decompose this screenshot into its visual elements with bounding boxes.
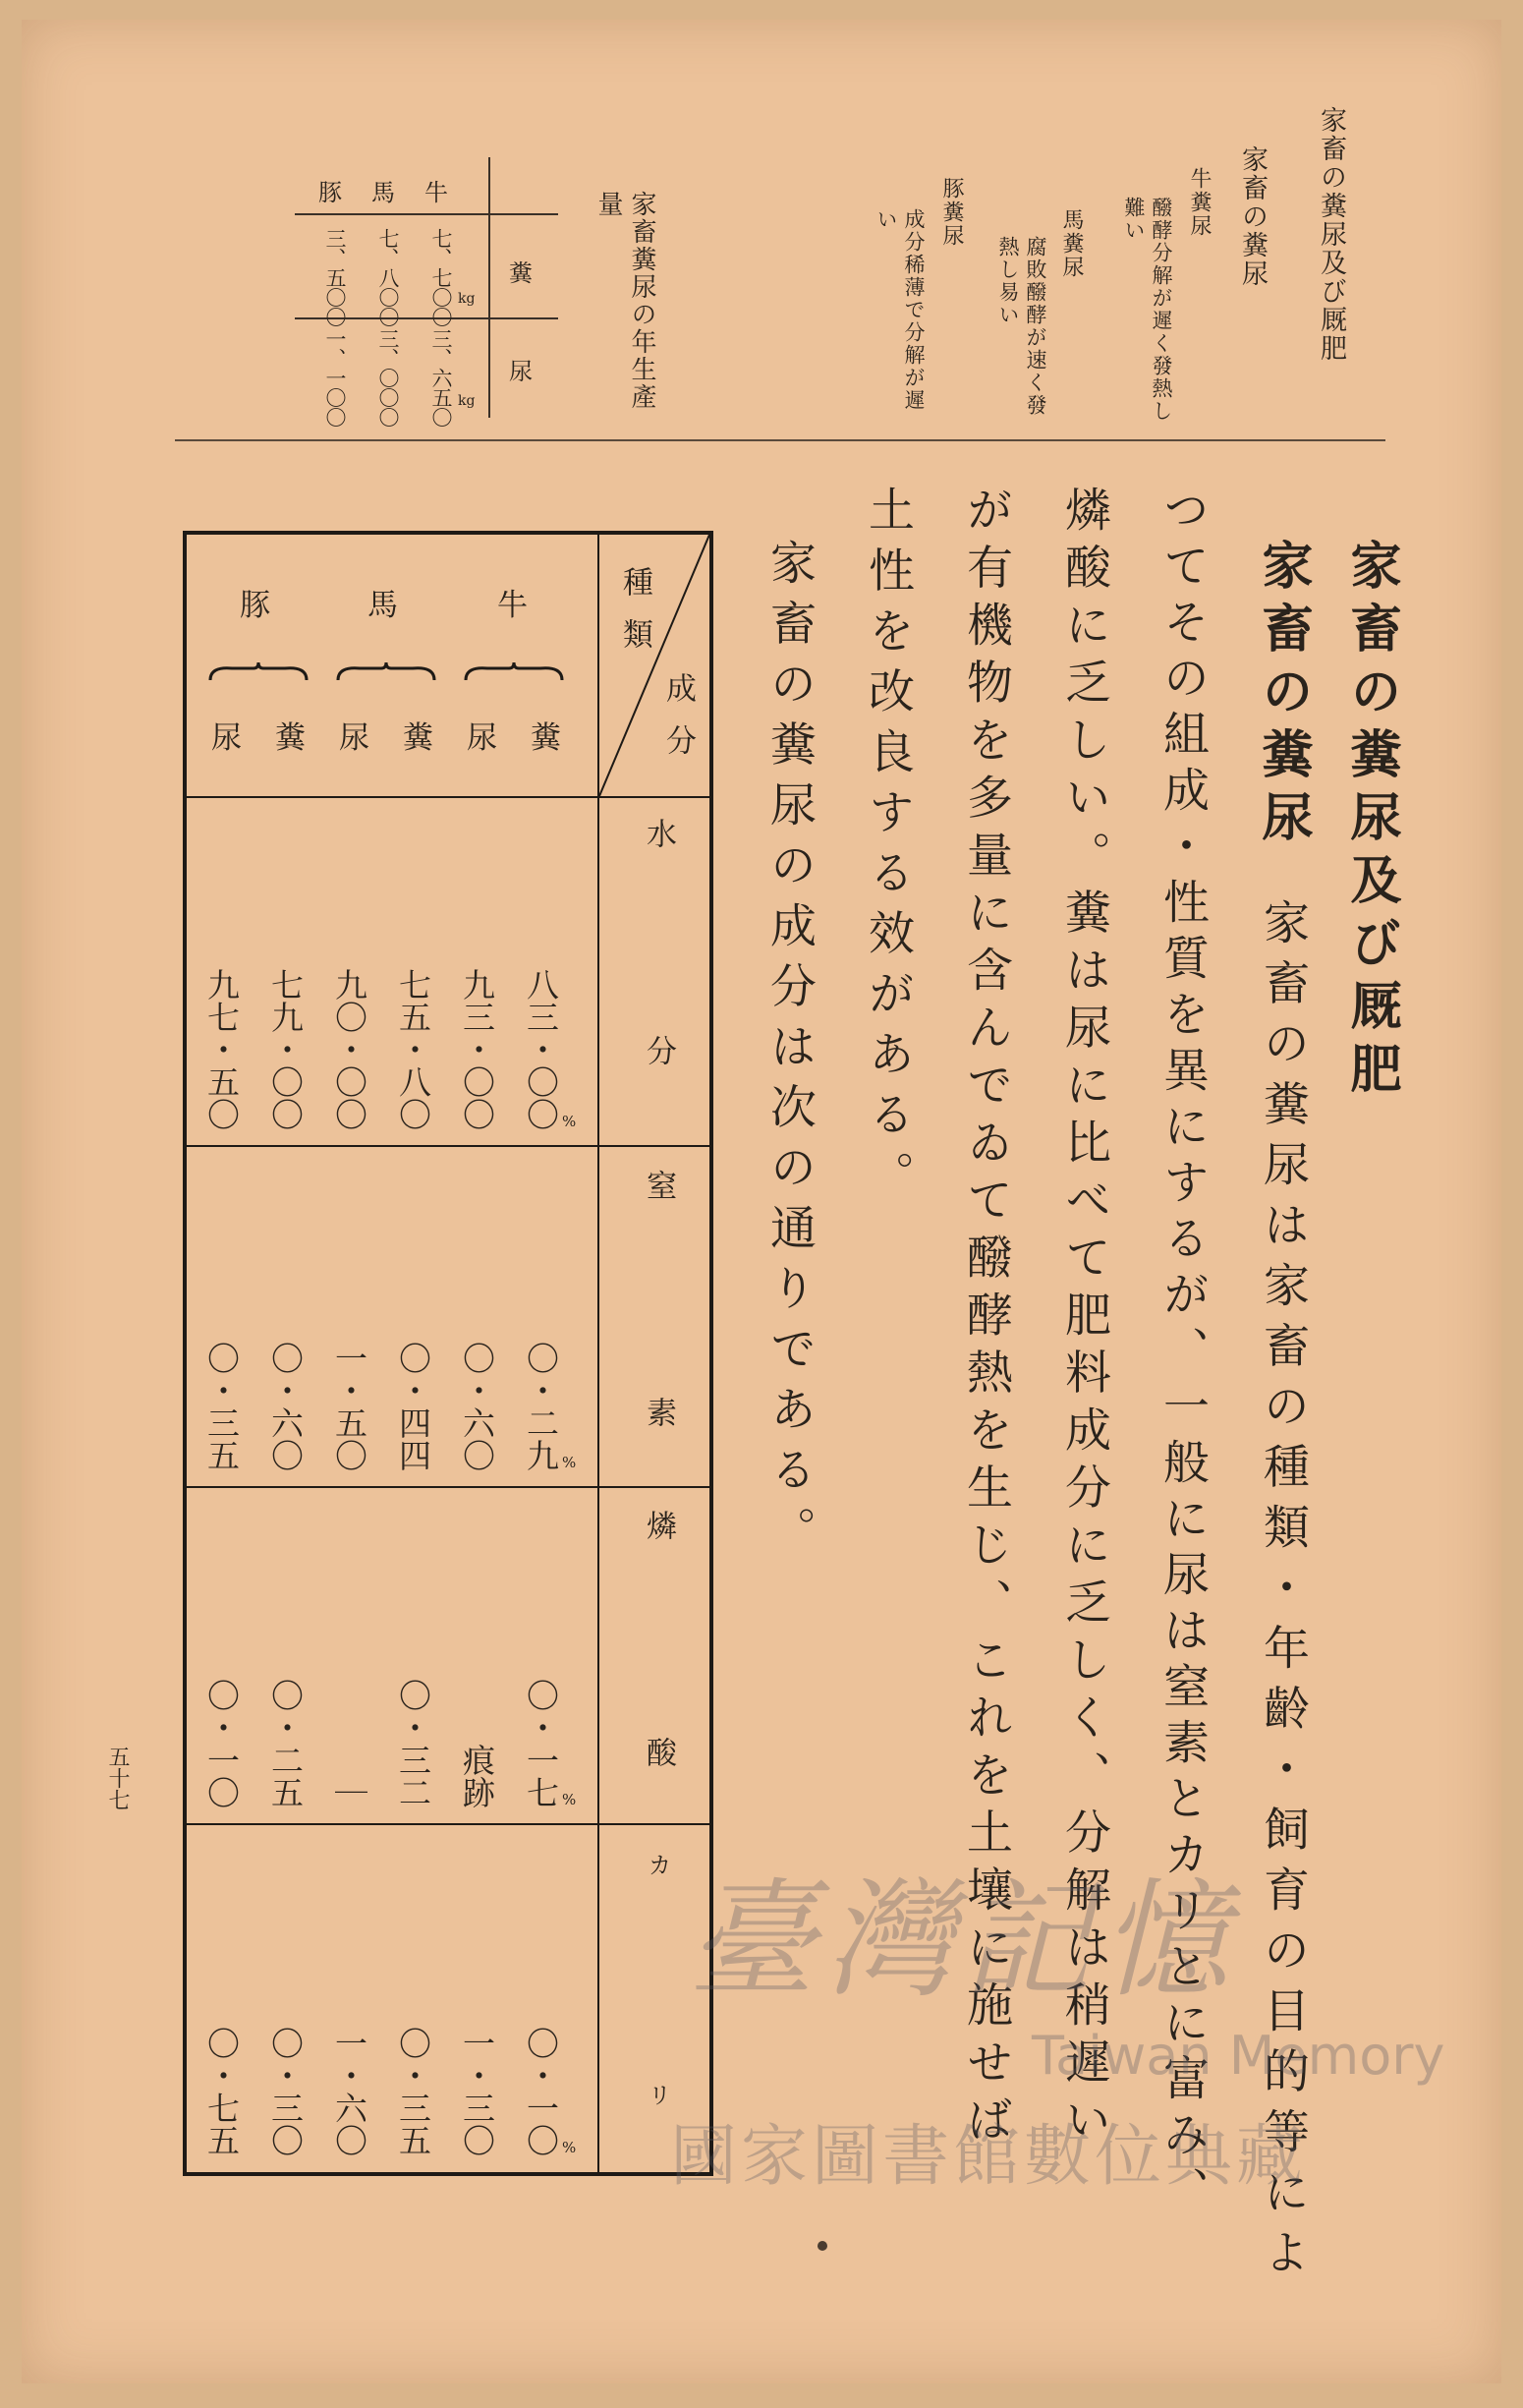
table-cell: 〇・一〇 <box>202 1679 241 1808</box>
margin-item-label: 牛糞尿 <box>1187 167 1212 238</box>
table-cell: 〇・四四 <box>394 1342 432 1471</box>
page-number: 五十七 <box>105 1746 130 1810</box>
sub-dung: 糞 <box>275 720 306 756</box>
table-cell: 九〇・〇〇 <box>330 968 368 1130</box>
header-kind: 種類 <box>617 566 652 670</box>
table-cell: 一・六〇 <box>330 2027 368 2156</box>
margin-item-desc: 醱酵分解が遲く發熱し難い <box>1122 197 1173 423</box>
col-water-label: 水分 <box>641 818 676 1252</box>
table-cell: 〇・七五 <box>202 2027 241 2156</box>
table-cell: 〇・一七 <box>522 1679 560 1808</box>
sub-dung: 糞 <box>531 720 561 756</box>
prod-col-urine: 尿 <box>509 358 538 385</box>
watermark-english: Taiwan Memory <box>1032 2025 1445 2087</box>
body-text: 土性を改良する效がある。 <box>861 486 915 1211</box>
margin-item-label: 馬糞尿 <box>1059 208 1084 279</box>
table-cell: 九七・五〇 <box>202 968 241 1130</box>
prod-col-dung: 糞 <box>509 259 538 287</box>
body-text: が有機物を多量に含んでゐて醱酵熱を生じ、これを土壤に施せば <box>959 486 1013 2153</box>
table-cell: 九三・〇〇 <box>458 968 496 1130</box>
percent-unit: % <box>562 2139 577 2156</box>
sub-urine: 尿 <box>211 720 242 756</box>
margin-item-desc: 腐敗醱酵が速く發熱し易い <box>996 236 1047 417</box>
margin-note-sub: 家畜の糞尿 <box>1237 145 1268 288</box>
table-cell: 七九・〇〇 <box>266 968 305 1130</box>
production-label: 家畜糞尿の年生產量 <box>593 191 656 411</box>
brace-horse <box>334 660 438 686</box>
col-nitrogen-label: 窒素 <box>641 1170 676 1624</box>
body-text: 燐酸に乏しい。糞は尿に比べて肥料成分に乏しく、分解は稍遲い <box>1057 486 1111 2153</box>
prod-animal-horse: 馬 <box>371 179 401 206</box>
prod-unit: kg <box>458 393 476 409</box>
ink-dot <box>818 2241 827 2251</box>
table-cell: ｜ <box>330 1776 368 1808</box>
table-cell: 〇・一〇 <box>522 2027 560 2156</box>
table-cell: 八三・〇〇 <box>522 968 560 1130</box>
table-cell: 〇・三二 <box>394 1679 432 1808</box>
percent-unit: % <box>562 1791 577 1808</box>
body-text: つてその組成・性質を異にするが、一般に尿は窒素とカリとに富み、 <box>1156 486 1210 2222</box>
prod-dung-pig: 三、五〇〇 <box>323 228 347 326</box>
table-cell: 一・三〇 <box>458 2027 496 2156</box>
body-text: 家畜の糞尿は家畜の種類・年齡・飼育の目的等によ <box>1256 898 1310 2289</box>
header-divider <box>175 439 1385 441</box>
section-heading: 家畜の糞尿及び厩肥 <box>1341 539 1400 1105</box>
margin-item-label: 豚糞尿 <box>939 177 964 248</box>
animal-horse: 馬 <box>367 588 398 623</box>
animal-pig: 豚 <box>240 588 270 623</box>
brace-pig <box>206 660 310 686</box>
prod-urine-ox: 三、六五〇 <box>429 328 453 427</box>
watermark-logo: 臺灣記憶 <box>688 1865 1239 2015</box>
prod-unit: kg <box>458 291 476 307</box>
table-cell: 七五・八〇 <box>394 968 432 1130</box>
subsection-heading: 家畜の糞尿 <box>1253 539 1312 853</box>
body-text: 家畜の糞尿の成分は次の通りである。 <box>762 539 817 1567</box>
brace-ox <box>462 660 566 686</box>
table-cell: 痕跡 <box>458 1744 496 1808</box>
table-cell: 〇・三五 <box>394 2027 432 2156</box>
table-cell: 〇・二九 <box>522 1342 560 1471</box>
prod-urine-horse: 三、〇〇〇 <box>376 328 400 427</box>
table-cell: 〇・六〇 <box>458 1342 496 1471</box>
col-potash-label: カリ <box>644 1853 671 2313</box>
percent-unit: % <box>562 1454 577 1471</box>
prod-animal-ox: 牛 <box>424 179 454 206</box>
percent-unit: % <box>562 1113 577 1130</box>
table-cell: 一・五〇 <box>330 1342 368 1471</box>
sub-dung: 糞 <box>403 720 433 756</box>
watermark-chinese: 國家圖書館數位典藏 <box>670 2118 1308 2196</box>
prod-dung-horse: 七、八〇〇 <box>376 228 400 326</box>
table-cell: 〇・三〇 <box>266 2027 305 2156</box>
margin-item-desc: 成分稀薄で分解が遲い <box>874 208 926 412</box>
animal-ox: 牛 <box>497 588 528 623</box>
col-phosphoric-label: 燐酸 <box>641 1510 676 1964</box>
table-cell: 〇・三五 <box>202 1342 241 1471</box>
margin-note-heading: 家畜の糞尿及び厩肥 <box>1316 106 1346 363</box>
table-cell: 〇・六〇 <box>266 1342 305 1471</box>
prod-dung-ox: 七、七〇〇 <box>429 228 453 326</box>
col-potash <box>641 1853 675 2319</box>
sub-urine: 尿 <box>339 720 369 756</box>
header-comp: 成分 <box>660 672 696 776</box>
sub-urine: 尿 <box>467 720 497 756</box>
table-cell: 〇・二五 <box>266 1679 305 1808</box>
prod-animal-pig: 豚 <box>318 179 348 206</box>
prod-urine-pig: 一、一〇〇 <box>323 328 347 427</box>
